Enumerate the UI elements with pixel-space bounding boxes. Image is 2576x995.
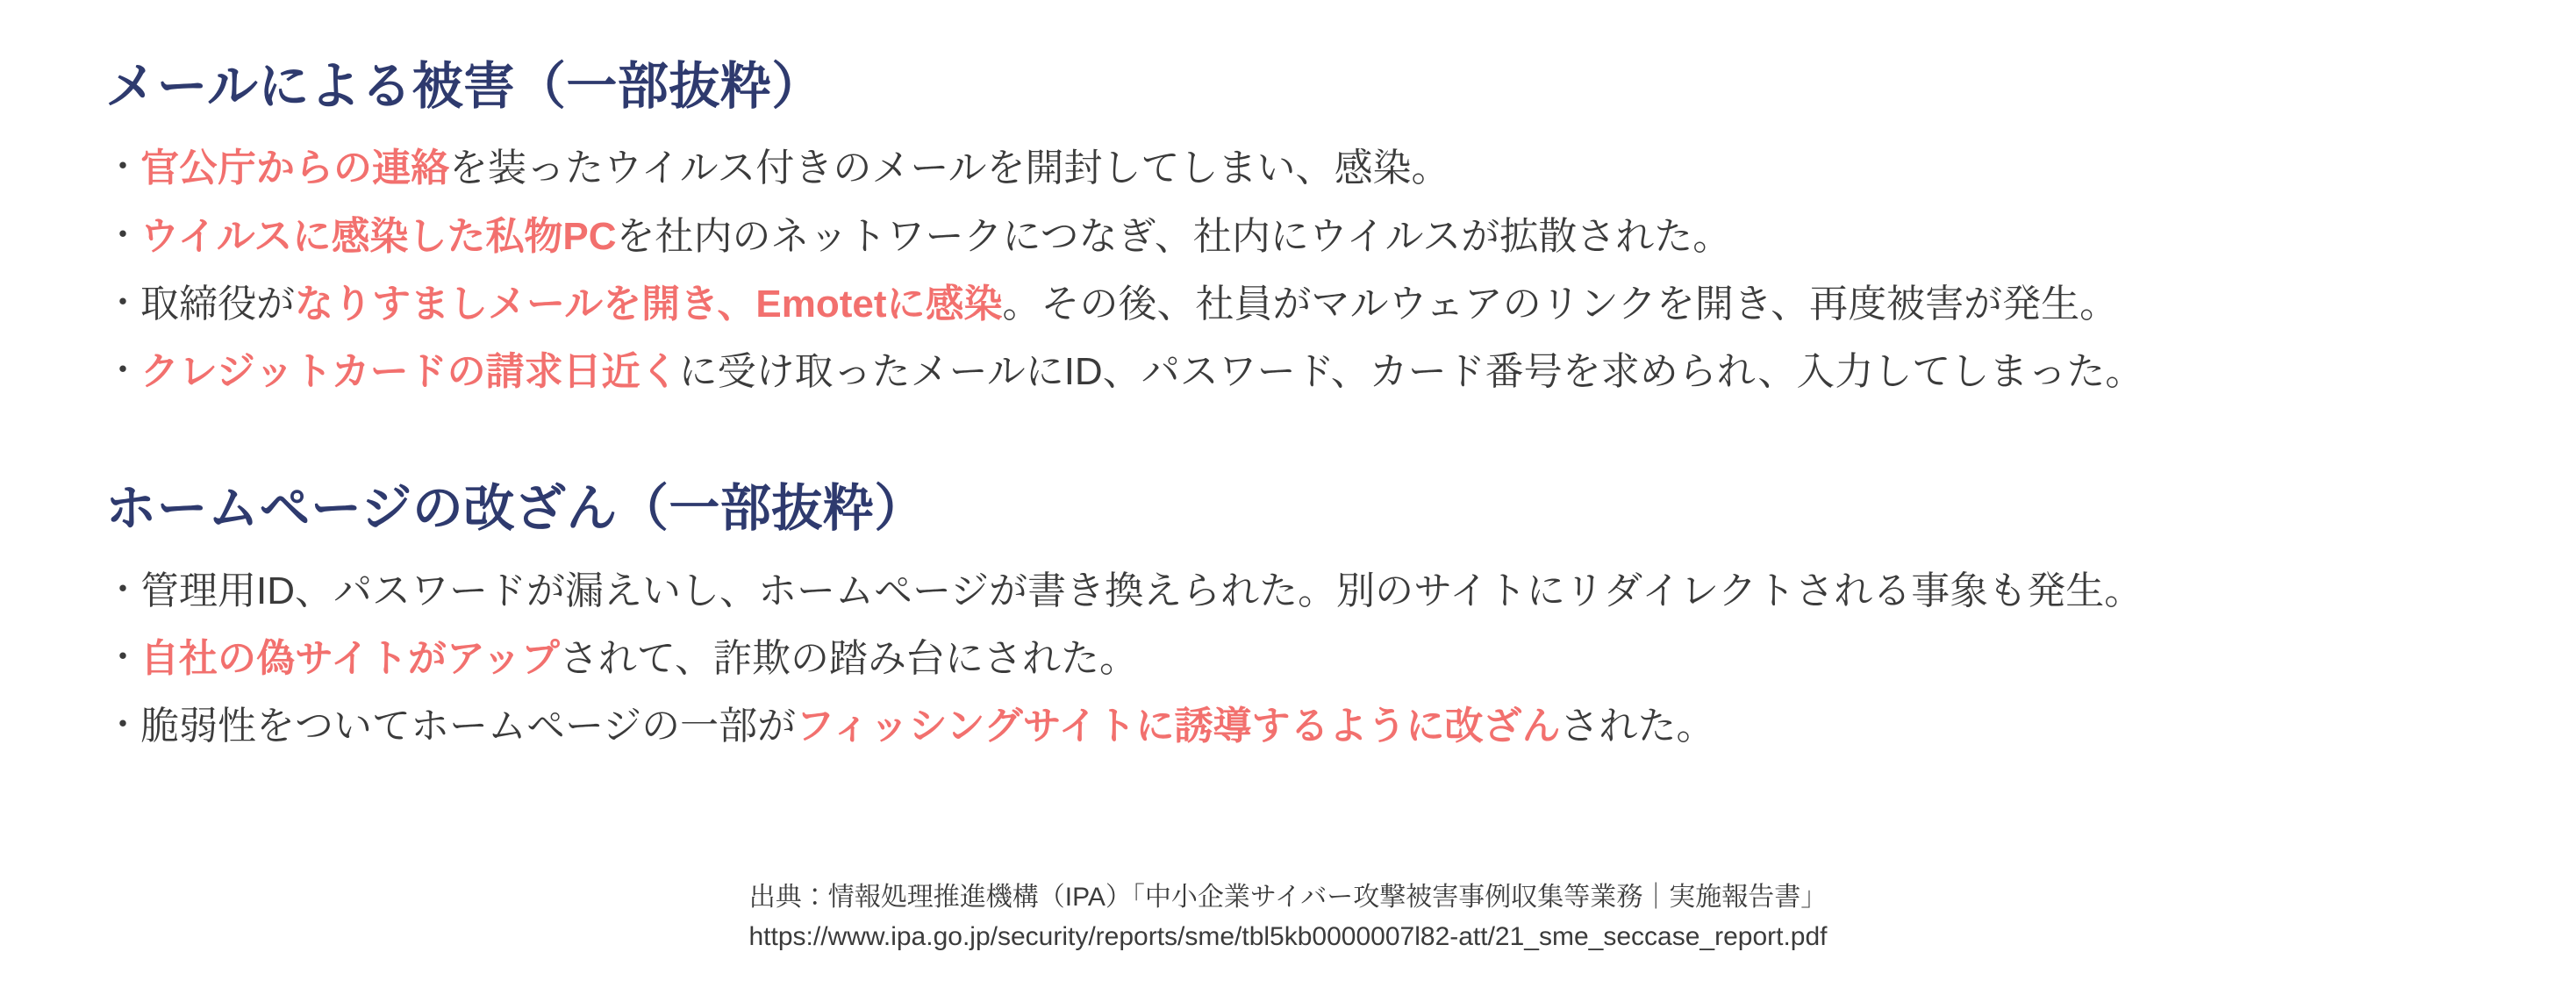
section-title-homepage-tampering: ホームページの改ざん（一部抜粋） — [105, 480, 926, 538]
bullet-text-plain: を社内のネットワークにつなぎ、社内にウイルスが拡散された。 — [616, 214, 1732, 258]
source-url-text: https://www.ipa.go.jp/security/reports/sme/tbl5kb0000007l82-att/21_sme_seccase_report.pdf — [748, 922, 1828, 951]
bullet-text — [140, 340, 2471, 403]
bullet-text-plain: 取締役が — [140, 282, 295, 326]
bullet-text — [140, 273, 2471, 335]
bullet-text-highlight: ウイルスに感染した私物PC — [140, 214, 617, 258]
list-item — [105, 695, 2471, 757]
bullet-text-highlight: クレジットカードの請求日近く — [140, 350, 679, 394]
bullet-text-plain: された。 — [1560, 705, 1715, 748]
bullet-text-plain: を装ったウイルス付きのメールを開封してしまい、感染。 — [449, 147, 1450, 190]
bullet-text-highlight: フィッシングサイトに誘導するように改ざん — [796, 705, 1561, 748]
section-spacer — [105, 412, 2471, 475]
list-item — [105, 273, 2471, 335]
bullet-marker-icon: ・ — [105, 283, 140, 322]
list-item — [105, 340, 2471, 403]
bullet-marker-icon: ・ — [105, 351, 140, 390]
bullet-list-email-damage — [105, 137, 2471, 403]
bullet-text-plain: に受け取ったメールにID、パスワード、カード番号を求められ、入力してしまった。 — [678, 350, 2144, 394]
source-citation — [0, 877, 2576, 956]
bullet-marker-icon: ・ — [105, 637, 140, 676]
bullet-text — [140, 137, 2471, 199]
bullet-text — [140, 695, 2471, 757]
bullet-marker-icon: ・ — [105, 147, 140, 187]
bullet-text-highlight: 官公庁からの連絡 — [140, 147, 449, 190]
list-item — [105, 205, 2471, 268]
bullet-marker-icon: ・ — [105, 705, 140, 745]
source-citation-text: 出典：情報処理推進機構（IPA）「中小企業サイバー攻撃被害事例収集等業務｜実施報告書」 — [748, 883, 1828, 912]
bullet-text — [140, 627, 2471, 690]
bullet-text-plain: 脆弱性をついてホームページの一部が — [140, 705, 797, 748]
list-item — [105, 137, 2471, 199]
section-email-damage — [105, 53, 2471, 403]
section-homepage-tampering — [105, 475, 2471, 757]
bullet-text-highlight: 自社の偽サイトがアップ — [140, 636, 560, 680]
bullet-text — [140, 560, 2471, 622]
bullet-marker-icon: ・ — [105, 215, 140, 254]
bullet-list-homepage-tampering — [105, 560, 2471, 758]
bullet-text-plain: 。その後、社員がマルウェアのリンクを開き、再度被害が発生。 — [1002, 282, 2119, 326]
list-item — [105, 560, 2471, 622]
bullet-marker-icon: ・ — [105, 569, 140, 609]
list-item — [105, 627, 2471, 690]
bullet-text-plain: 管理用ID、パスワードが漏えいし、ホームページが書き換えられた。別のサイトにリダイレクトされる事象も発生。 — [140, 569, 2143, 612]
section-title-email-damage: メールによる被害（一部抜粋） — [105, 58, 823, 115]
bullet-text — [140, 205, 2471, 268]
bullet-text-highlight: なりすましメールを開き、Emotetに感染 — [295, 282, 1003, 326]
bullet-text-plain: されて、詐欺の踏み台にされた。 — [559, 636, 1138, 680]
